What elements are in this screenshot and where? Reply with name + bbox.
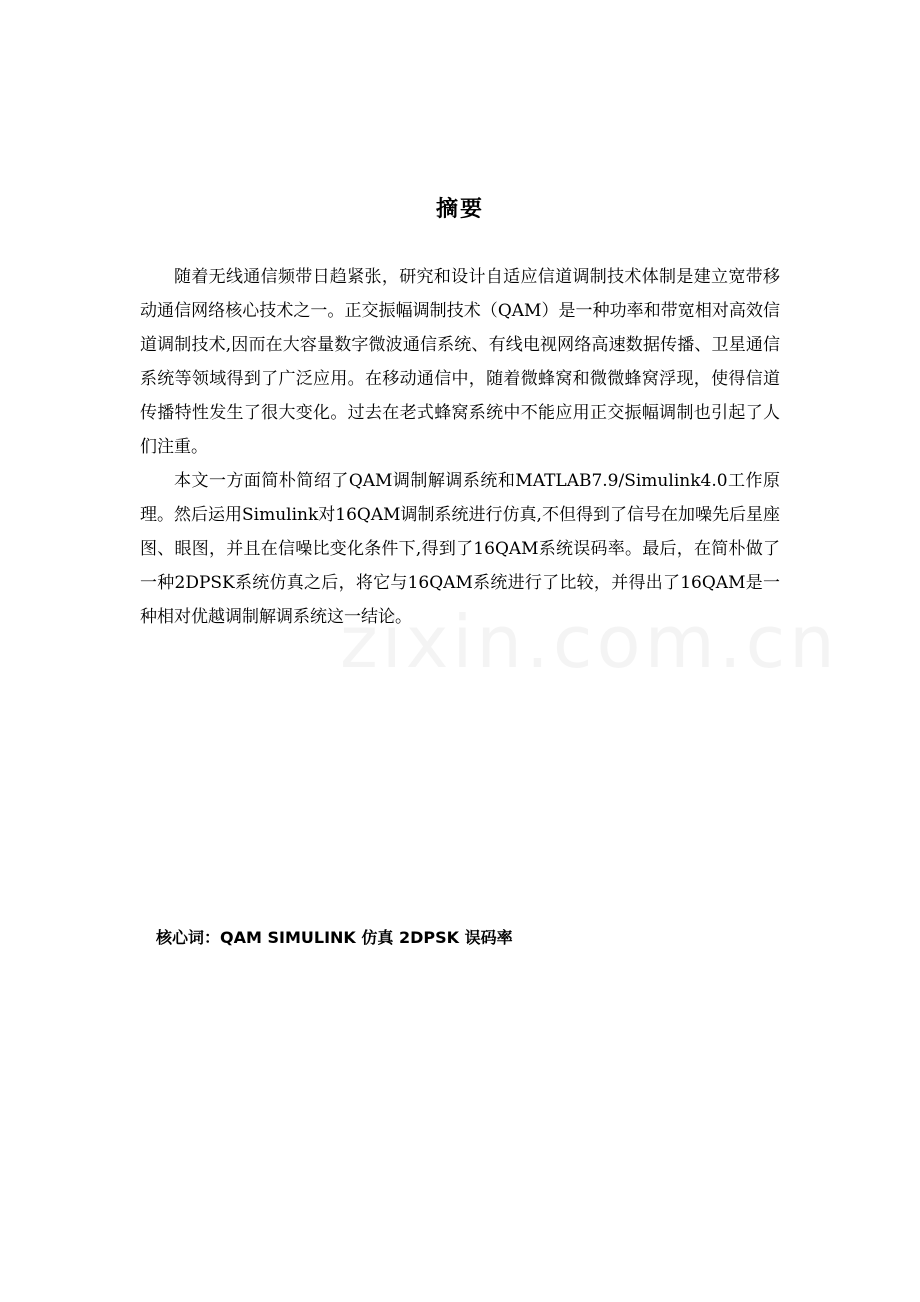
paragraph-2: 本文一方面简朴简绍了QAM调制解调系统和MATLAB7.9/Simulink4.0工作原理。然后运用Simulink对16QAM调制系统进行仿真,不但得到了信号在加噪先后星座图、眼图，并且在信噪比变化条件下,得到了16QAM系统误码率。最后，在简朴做了一种2DPSK系统仿真之后，将它与16QAM系统进行了比较，并得出了16QAM是一种相对优越调制解调系统这一结论。 xyxy=(140,471,780,627)
abstract-body xyxy=(140,260,780,634)
paragraph-1: 随着无线通信频带日趋紧张，研究和设计自适应信道调制技术体制是建立宽带移动通信网络核心技术之一。正交振幅调制技术（QAM）是一种功率和带宽相对高效信道调制技术,因而在大容量数字微波通信系统、有线电视网络高速数据传播、卫星通信系统等领域得到了广泛应用。在移动通信中，随着微蜂窝和微微蜂窝浮现，使得信道传播特性发生了很大变化。过去在老式蜂窝系统中不能应用正交振幅调制也引起了人们注重。 xyxy=(140,267,780,457)
page-title: 摘要 xyxy=(435,197,484,222)
keywords-line: 核心词：QAM SIMULINK 仿真 2DPSK 误码率 xyxy=(156,928,513,947)
watermark: zixin.com.cn xyxy=(340,600,839,684)
